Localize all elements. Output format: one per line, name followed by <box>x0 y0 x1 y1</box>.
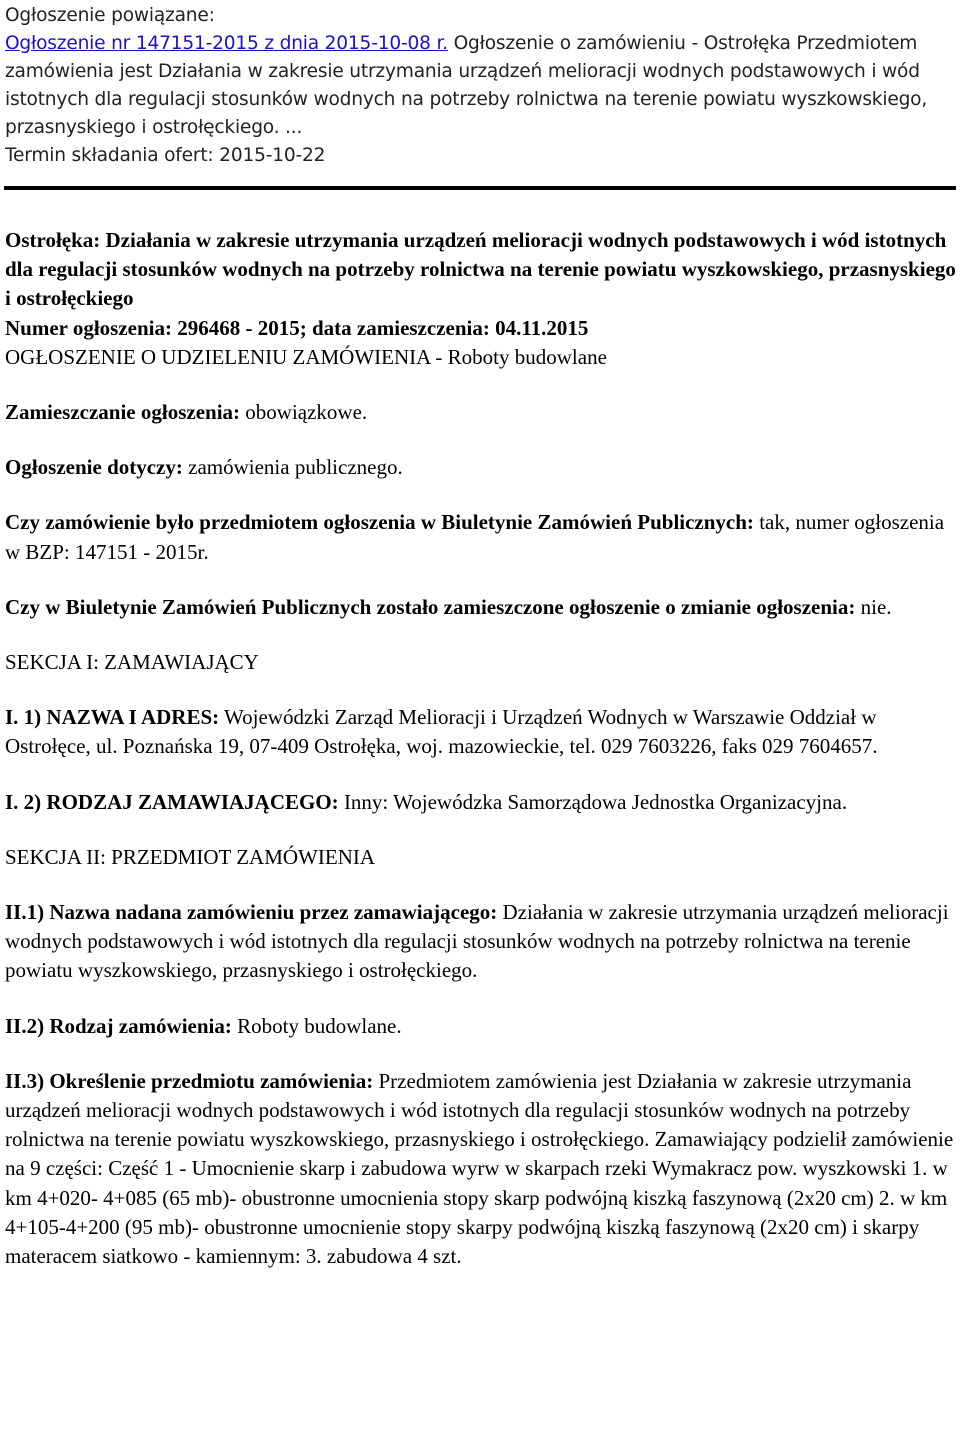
horizontal-divider <box>4 186 956 190</box>
notice-body <box>5 226 960 1271</box>
contract-type-value: Roboty budowlane. <box>237 1013 402 1038</box>
bzp-value: tak, numer ogłoszenia w BZP: 147151 - 2015r. <box>5 510 945 564</box>
notice-number: Numer ogłoszenia: 296468 - 2015; data zamieszczenia: 04.11.2015 <box>5 315 589 340</box>
contract-name <box>5 898 960 986</box>
authority-kind-value: Inny: Wojewódzka Samorządowa Jednostka Organizacyjna. <box>343 789 848 814</box>
contract-name-label: II.1) Nazwa nadana zamówieniu przez zamawiającego: <box>5 900 498 925</box>
related-summary: Ogłoszenie o zamówieniu - Ostrołęka Przedmiotem zamówienia jest Działania w zakresie utrzymania urządzeń melioracji wodnych podstawowych i wód istotnych dla regulacji stosunków wodnych na potrzeby rolnictwa na terenie powiatu wyszkowskiego, przasnyskiego i ostrołęckiego. ... <box>5 33 928 138</box>
concerns-label: Ogłoszenie dotyczy: <box>5 455 183 480</box>
bzp-field <box>5 508 960 566</box>
contracting-authority-kind <box>5 788 960 817</box>
related-notice <box>5 2 960 170</box>
change-field <box>5 593 960 622</box>
placement-label: Zamieszczanie ogłoszenia: <box>5 400 241 425</box>
concerns-value: zamówienia publicznego. <box>188 455 403 480</box>
contract-type <box>5 1012 960 1041</box>
placement-field <box>5 398 960 427</box>
change-value: nie. <box>860 594 892 619</box>
authority-name-value: Wojewódzki Zarząd Melioracji i Urządzeń Wodnych w Warszawie Oddział w Ostrołęce, ul. Poznańska 19, 07-409 Ostrołęka, woj. mazowieckie, tel. 029 7603226, faks 029 7604657. <box>5 705 878 759</box>
notice-type: OGŁOSZENIE O UDZIELENIU ZAMÓWIENIA - Roboty budowlane <box>5 344 607 369</box>
contract-name-value: Działania w zakresie utrzymania urządzeń melioracji wodnych podstawowych i wód istotnych dla regulacji stosunków wodnych na potrzeby rolnictwa na terenie powiatu wyszkowskiego, przasnyskiego i ostrołęckiego. <box>5 900 949 983</box>
section-2-heading: SEKCJA II: PRZEDMIOT ZAMÓWIENIA <box>5 844 376 869</box>
related-deadline: Termin składania ofert: 2015-10-22 <box>5 145 326 166</box>
placement-value: obowiązkowe. <box>245 400 368 425</box>
authority-kind-label: I. 2) RODZAJ ZAMAWIAJĄCEGO: <box>5 789 339 814</box>
contracting-authority-name <box>5 703 960 761</box>
concerns-field <box>5 453 960 482</box>
bzp-label: Czy zamówienie było przedmiotem ogłoszenia w Biuletynie Zamówień Publicznych: <box>5 510 754 535</box>
related-heading: Ogłoszenie powiązane: <box>5 5 215 26</box>
related-body <box>5 30 960 142</box>
authority-name-label: I. 1) NAZWA I ADRES: <box>5 705 220 730</box>
section-1-heading: SEKCJA I: ZAMAWIAJĄCY <box>5 650 259 675</box>
contract-description <box>5 1067 960 1271</box>
related-notice-link[interactable]: Ogłoszenie nr 147151-2015 z dnia 2015-10-08 r. <box>5 33 448 54</box>
notice-title: Ostrołęka: Działania w zakresie utrzymania urządzeń melioracji wodnych podstawowych i wód istotnych dla regulacji stosunków wodnych na potrzeby rolnictwa na terenie powiatu wyszkowskiego, przasnyskiego i ostrołęckiego <box>5 228 956 311</box>
contract-type-label: II.2) Rodzaj zamówienia: <box>5 1013 232 1038</box>
contract-description-label: II.3) Określenie przedmiotu zamówienia: <box>5 1068 374 1093</box>
change-label: Czy w Biuletynie Zamówień Publicznych zostało zamieszczone ogłoszenie o zmianie ogłoszenia: <box>5 594 856 619</box>
notice-title-block <box>5 226 960 372</box>
contract-description-value: Przedmiotem zamówienia jest Działania w zakresie utrzymania urządzeń melioracji wodnych podstawowych i wód istotnych dla regulacji stosunków wodnych na potrzeby rolnictwa na terenie powiatu wyszkowskiego, przasnyskiego i ostrołęckiego. Zamawiający podzielił zamówienie na 9 części: Część 1 - Umocnienie skarp i zabudowa wyrw w skarpach rzeki Wymakracz pow. wyszkowski 1. w km 4+020- 4+085 (65 mb)- obustronne umocnienia stopy skarp podwójną kiszką faszynową (2x20 cm) 2. w km 4+105-4+200 (95 mb)- obustronne umocnienie stopy skarpy podwójną kiszką faszynową (2x20 cm) i skarpy materacem siatkowo - kamiennym: 3. zabudowa 4 szt. <box>5 1068 954 1269</box>
